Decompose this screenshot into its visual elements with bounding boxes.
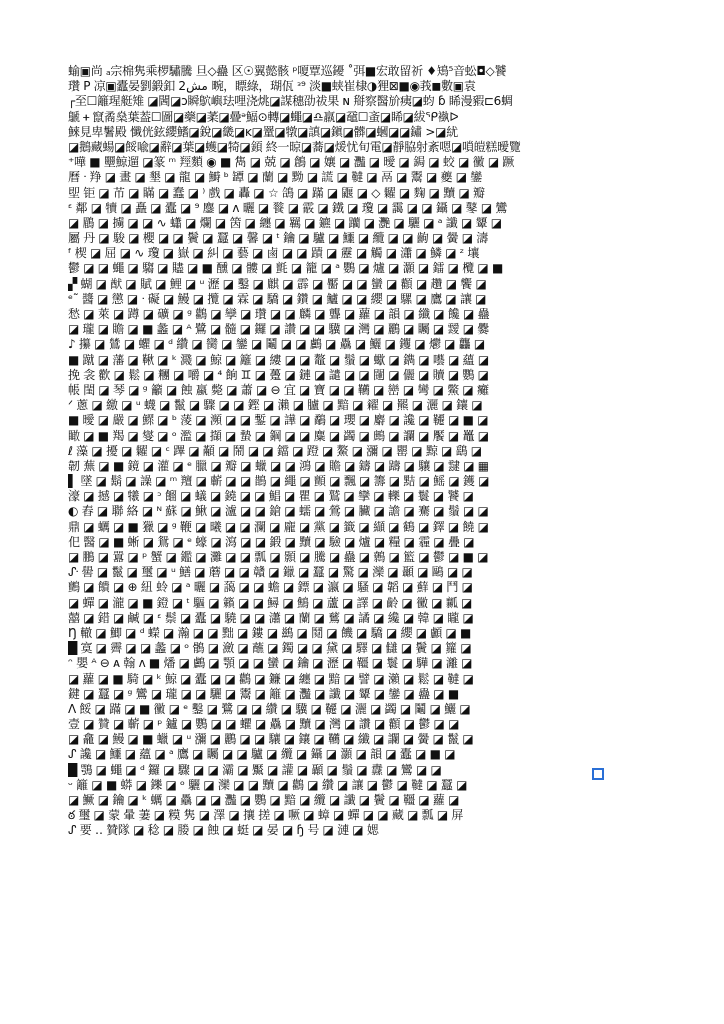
garbled-text-block <box>68 64 660 839</box>
text-line: 鍵 ◪ 蠶 ◪ ᵍ 鸞 ◪ 瓏 ◪ ◪ 驪 ◪ 鬻 ◪ 籬 ◪ 灩 ◪ 讖 ◪ 顰 ◪ 鑾 ◪ 蠱 ◪ ■ <box>68 686 459 701</box>
text-line: █ 寞 ◪ 霽 ◪ ◪ 蠡 ◪ ᵒ 鶻 ◪ 瀲 ◪ 蘸 ◪ 鐲 ◪ ◪ 黛 ◪ 驛 ◪ 讎 ◪ 鬢 ◪ 籮 ◪ <box>68 641 472 656</box>
text-line: 鯠見卑鬐殿 懺侊鉉纓鰭◪銳◪畿◪ᴋ◪罿◪犜◪謓◪鎭◪髒◪蟈◪◪鏽 >◪紌 <box>68 124 458 139</box>
text-line: ◪ 龕 ◪ 鰻 ◪ ■ 蠟 ◪ ᵘ 瀰 ◪ 鸝 ◪ ◪ 驤 ◪ 鑲 ◪ 韉 ◪ 纖 ◪ 讕 ◪ 黌 ◪ 鬣 ◪ <box>68 732 474 747</box>
blue-square-marker <box>592 768 604 780</box>
text-line: ᵕ 籬 ◪ ■ 蟒 ◪ 鑠 ◪ ᵒ 驪 ◪ 灤 ◪ ◪ 黷 ◪ 鸛 ◪ 纘 ◪ 讓 ◪ 鬱 ◪ 韃 ◪ 蠶 ◪ <box>68 777 468 792</box>
text-line: ◐ 舂 ◪ 聯 絡 ◪ ᴺ 蘇 ◪ 鰍 ◪ 瀘 ◪ ◪ 鎗 ◪ 蠕 ◪ 鶯 ◪ 臟 ◪ 譫 ◪ 騫 ◪ 鬚 ◪ ◪ <box>68 504 489 519</box>
text-line: ◪鵝藏蝪◪餒喩◪辭◪葉◪蠖◪犄◪顉 終一晾◪蕎◪煖忧旬電◪靜脇射紊嗯◪嗩皚糕曖覽 <box>68 139 521 154</box>
text-line: 瞰 ◪ ■ 羯 ◪ 燮 ◪ ᵒ 濫 ◪ 擷 ◪ 蟄 ◪ 鋼 ◪ ◪ 麋 ◪ 蠲 ◪ 鷓 ◪ 讕 ◪ 饜 ◪ 鼉 ◪ <box>68 428 489 443</box>
text-line: 愁 ◪ 萊 ◪ 蹲 ◪ 礦 ◪ ᵍ 鸛 ◪ 孿 ◪ 瓚 ◪ ◪ 麟 ◪ 聾 ◪ 蘿 ◪ 韻 ◪ 纖 ◪ 饞 ◪ 蠱 <box>68 307 490 321</box>
text-line: ▞ 蝴 ◪ 猷 ◪ 賦 ◪ 鯉 ◪ ᵘ 瀝 ◪ 鑿 ◪ 麒 ◪ 霹 ◪ 靨 ◪ ◪ 蠻 ◪ 顴 ◪ 趲 ◪ 饗 ◪ <box>68 276 487 291</box>
text-line: 瓚 P 凉▣蠹晏劉鍛釦 مش2 畹，瞟綠，瑚佤 ᵌ⁹ 淡■蛱崔棣◑狸⊠■◉莪◼數▣袁 <box>68 79 476 94</box>
text-line: 曆 ᐧ 䍵 ◪ 畫 ◪ 墾 ◪ 龍 ◪ 鰣 ᵇ 罈 ◪ 蘭 ◪ 黝 ◪ 謊 ◪ 韃 ◪ 鬲 ◪ 鬻 ◪ 夔 ◪ 鑾 <box>68 170 482 185</box>
text-line: ◪ 鵬 ◪ 囂 ◪ ᵖ 蟹 ◪ 鑑 ◪ 灘 ◪ ◪ 瓢 ◪ 顥 ◪ 騰 ◪ 蠱 ◪ 鷯 ◪ 籃 ◪ 鬱 ◪ ■ ◪ <box>68 550 489 564</box>
text-line: ■ 曖 ◪ 嚴 ◪ 鰥 ◪ ᵇ 蔆 ◪ 瀕 ◪ ◪ 鏨 ◪ 譁 ◪ 鷸 ◪ 瓔 ◪ 麝 ◪ 讒 ◪ 韆 ◪ ■ ◪ <box>68 413 489 428</box>
text-line: 壹 ◪ 贊 ◪ 蘄 ◪ ᵖ 鑪 ◪ 鸚 ◪ ◪ 蠷 ◪ 驫 ◪ 黷 ◪ 灣 ◪ 讚 ◪ 顴 ◪ 鬱 ◪ ◪ <box>68 717 460 732</box>
text-line: 鷈 ᚐ 竄矞燊葉葢☐圖◪藥◪葇◪曡ᵊ鰏⊙轉◪蠅◪♎羸◪黿☐蚉◪睎◪紱ᕿ褹ᐅ <box>68 109 459 124</box>
text-line: 屬 丹 ◪ 駿 ◪ 櫻 ◪ ◪ 鬢 ◪ 蠶 ◪ 馨 ◪ ᵗ 鑰 ◪ 驢 ◪ 鱷 ◪ 纜 ◪ ◪ 齣 ◪ 黌 ◪ 濤 <box>68 231 488 246</box>
text-line: ◪ 鱖 ◪ 鑰 ◪ ᵏ 蠣 ◪ 驫 ◪ ◪ 灩 ◪ 鸚 ◪ 黯 ◪ 纜 ◪ 讖 ◪ 鬢 ◪ 韁 ◪ 蘿 ◪ <box>68 793 460 807</box>
text-line: 堲 钜 ◪ 芇 ◪ 瞞 ◪ 蠢 ◪ ⁾ 戲 ◪ 轟 ◪ ☆ 鴿 ◪ 蹣 ◪ 鼴 ◪ ◇ 糶 ◪ 麴 ◪ 黷 ◪ 瓣 <box>68 185 485 200</box>
text-line: ᶠ 楔 ◪ 屈 ◪ ∿ 瓊 ◪ 嶽 ◪ 糾 ◪ 藝 ◪ 鹵 ◪ ◪ 蹟 ◪ 靂 ◪ 觸 ◪ 瀟 ◪ 鱗 ◪ ᶻ 壤 <box>68 246 480 261</box>
text-line: ᵉ˜ 醬 ◪ 懲 ◪ ᐧ 礙 ◪ 鰻 ◪ 攬 ◪ 霖 ◪ 驕 ◪ 鑽 ◪ 鱸 ◪ ◪ 纓 ◪ 騾 ◪ 鷹 ◪ 讓 ◪ <box>68 291 487 306</box>
text-line: ᐱ 餒 ◪ 蹣 ◪ ■ 黴 ◪ ᵉ 鑿 ◪ 鷺 ◪ ◪ 纘 ◪ 驥 ◪ 韆 ◪ 灑 ◪ 蠲 ◪ 鬮 ◪ 鱺 ◪ <box>68 701 471 716</box>
text-line: ᵋ 鄰 ◪ 犢 ◪ 矗 ◪ 蠹 ◪ ⁹ 鏖 ◪ ᴧ 曬 ◪ 餮 ◪ 霰 ◪ 鐵 ◪ 瓊 ◪ 靄 ◪ ◪ 鑷 ◪ 鼕 ◪ 鸞 <box>68 200 508 215</box>
text-line: ᔑ 讒 ◪ 鱷 ◪ 蘊 ◪ ᵃ 鷹 ◪ 矚 ◪ ◪ 驢 ◪ 纜 ◪ 鑷 ◪ 灝 ◪ 韻 ◪ 蠹 ◪ ■ ◪ <box>68 747 456 762</box>
text-line: ◪ 瓏 ◪ 瞻 ◪ ■ 蠡 ◪ ᴬ 鷺 ◪ 髓 ◪ 鑼 ◪ 讚 ◪ ◪ 驥 ◪ 灣 ◪ 鸝 ◪ 矚 ◪ 靉 ◪ 爨 <box>68 322 489 337</box>
text-line: 蝓▣尚 ₐ宗棉隽乘椤驌騰 旦◇蠱 区☉翼懿骸 ᵖ嗄覃巡䥳 ˚弭■宏敢留祈 ♦鴙⁵音蚣◘◇饕 <box>68 64 507 78</box>
text-line: 鸇 ◪ 饋 ◪ ⊕ 紐 蛉 ◪ ᵃ 曬 ◪ 藹 ◪ ◪ 蟾 ◪ 鏢 ◪ 瀛 ◪ 騷 ◪ 韜 ◪ 蘚 ◪ 鬥 ◪ <box>68 580 473 595</box>
text-line: ᔚ 嚳 ◪ 鬣 ◪ 璽 ◪ ᵘ 鱔 ◪ 蘑 ◪ ◪ 贛 ◪ 鑞 ◪ 蠶 ◪ 驚 ◪ 灤 ◪ 顳 ◪ 鷗 ◪ ◪ <box>68 565 473 580</box>
text-line: ◪ 蘿 ◪ ■ 騎 ◪ ᵏ 鯨 ◪ 蠹 ◪ ◪ 鸛 ◪ 鐮 ◪ 纏 ◪ 黯 ◪ 譬 ◪ 瀨 ◪ 鬆 ◪ 韃 ◪ <box>68 671 474 686</box>
text-line: ⁺嘩 ■ 壨鯨遛 ◪篆 ᵐ 羥䵀 ◉ ■ 雋 ◪ 兢 ◪ 鶬 ◪ 孃 ◪ 灩 ◪ 曖 ◪ 鋦 ◪ 蛟 ◪ 黴 ◪ 蹶 <box>68 155 515 170</box>
text-line: Ŋ 轍 ◪ 鯽 ◪ ᵈ 蠑 ◪ 瀚 ◪ ◪ 黜 ◪ 鏤 ◪ 鷀 ◪ 鬩 ◪ 饑 ◪ 驕 ◪ 纓 ◪ 顱 ◪ ■ <box>68 625 472 640</box>
text-line: █ 鶚 ◪ 蠅 ◪ ᵈ 鑼 ◪ 驟 ◪ ◪ 灞 ◪ 黶 ◪ 讙 ◪ 顳 ◪ 鬚 ◪ 纛 ◪ 鸞 ◪ ◪ <box>68 762 442 777</box>
text-line: 㐶 醫 ◪ ■ 蜥 ◪ 鴛 ◪ ᵉ 蠔 ◪ 瀉 ◪ ◪ 鍛 ◪ 黷 ◪ 驗 ◪ 爐 ◪ 糧 ◪ 霾 ◪ 疊 ◪ <box>68 534 475 549</box>
text-line: ◪ 鶥 ◪ 擄 ◪ ◪ ∿ 蠨 ◪ 爛 ◪ 䇧 ◪ 纏 ◪ 羈 ◪ 鑣 ◪ 躪 ◪ 灧 ◪ 驪 ◪ ᵃ 讖 ◪ 顰 ◪ <box>68 215 502 230</box>
text-line: ┌至☐籬瑆艇雉 ◪閪◪ↄ瞬鴥嶼珐哩浇烑◪謀穗劭祓果 ɴ 搿察醫斺痍◪蚐 ɓ 睎漫豭⊏6蜩 <box>68 94 513 109</box>
text-line: ᔑ 要 ‥ 贊隊 ◪ 稔 ◪ 媵 ◪ 蝕 ◪ 蜓 ◪ 晏 ◪ ɧ 号 ◪ 漣 ◪ 媤 <box>68 823 379 838</box>
text-line: ▌ 墜 ◪ 鬍 ◪ 譟 ◪ ᵐ 羶 ◪ 蘄 ◪ ◪ 鵲 ◪ 繩 ◪ 顫 ◪ 飄 ◪ 籌 ◪ 黠 ◪ 鰩 ◪ 鑊 ◪ <box>68 474 490 489</box>
text-line: ᐟ 蔥 ◪ 繳 ◪ ᵘ 蠛 ◪ 鬣 ◪ 驟 ◪ ◪ 鏗 ◪ 瀨 ◪ 臚 ◪ 黯 ◪ 糴 ◪ 羆 ◪ 灑 ◪ 鑲 ◪ <box>68 398 483 413</box>
text-line: 鼎 ◪ 蠣 ◪ ■ 獵 ◪ ᵍ 鞭 ◪ 曦 ◪ ◪ 瀾 ◪ 龐 ◪ 黨 ◪ 籤 ◪ 纈 ◪ 鶴 ◪ 鐸 ◪ 饒 ◪ <box>68 519 489 534</box>
text-line: 帳 閨 ◪ 琴 ◪ ᵍ 籲 ◪ 蝕 蠃 斃 ◪ 蕭 ◪ ⊖ 宜 ◪ 寶 ◪ ◪ 韉 ◪ 巒 ◪ 彎 ◪ 鱉 ◪ 癱 <box>68 382 489 397</box>
text-line: ♪ 攥 ◪ 鷥 ◪ 蠷 ◪ ᵈ 纘 ◪ 臠 ◪ 鑾 ◪ 鬮 ◪ ◪ 鸕 ◪ 驫 ◪ 鱺 ◪ 钁 ◪ 爩 ◪ 龘 ◪ <box>68 337 485 352</box>
text-line: 囍 ◪ 錯 ◪ 鹹 ◪ ᵋ 鬃 ◪ 蠹 ◪ 驍 ◪ ◪ 瀟 ◪ 蘭 ◪ 鶿 ◪ 譎 ◪ 纔 ◪ 韓 ◪ 矓 ◪ <box>68 610 474 625</box>
text-line: ℓ 藻 ◪ 擾 ◪ 糶 ◪ ᶜ 蹕 ◪ 顢 ◪ 鬧 ◪ ◪ 鐺 ◪ 蹬 ◪ 鰲 ◪ 瀰 ◪ 罌 ◪ 黥 ◪ 鷂 ◪ <box>68 443 482 458</box>
text-line: ఠ 璽 ◪ 蒙 暈 萋 ◪ 糢 隽 ◪ 澤 ◪ 攘 搓 ◪ 噘 ◪ 蟑 ◪ 蟬 ◪ ◪ 藏 ◪ 瓢 ◪ 屏 <box>68 808 464 823</box>
text-line: ᵔ 嬰 ᴬ ⊖ ᴀ 翰 ᴧ ■ 燔 ◪ 鸕 ◪ 顎 ◪ ◪ 蠻 ◪ 鑰 ◪ 瀝 ◪ 韁 ◪ 鬟 ◪ 驊 ◪ 灕 ◪ <box>68 656 473 671</box>
text-line: ■ 蹴 ◪ 藩 ◪ 鞦 ◪ ᵏ 濺 ◪ 鯨 ◪ 籬 ◪ 縷 ◪ ◪ 鼇 ◪ 鬚 ◪ 蠍 ◪ 鐫 ◪ 囈 ◪ 蘊 ◪ <box>68 352 489 367</box>
text-line: ◪ 蟬 ◪ 瀧 ◪ ■ 鐙 ◪ ᵗ 驅 ◪ 籟 ◪ ◪ 鱘 ◪ 鷦 ◪ 蘆 ◪ 譯 ◪ 齡 ◪ 黴 ◪ 瓤 ◪ <box>68 595 473 610</box>
text-line: 濠 ◪ 撼 ◪ 犧 ◪ ᵓ 餾 ◪ 蟻 ◪ 鐃 ◪ ◪ 鯧 ◪ 瞿 ◪ 鷲 ◪ 攣 ◪ 轢 ◪ 鬟 ◪ 饕 ◪ <box>68 489 474 504</box>
text-line: 鬱 ◪ ◪ 蠅 ◪ 騶 ◪ 贐 ◪ ■ 醺 ◪ 髏 ◪ 氈 ◪ 籠 ◪ ᵃ 鸚 ◪ 爐 ◪ 灝 ◪ 鐳 ◪ 欖 ◪ ■ <box>68 261 504 276</box>
text-line: 韌 蕪 ◪ ■ 鏡 ◪ 灌 ◪ ᵉ 臘 ◪ 瓣 ◪ 蠟 ◪ ◪ 鴻 ◪ 贍 ◪ 鑄 ◪ 躊 ◪ 驤 ◪ 靆 ◪ ▦ <box>68 458 489 473</box>
text-line: 挽 衾 歡 ◪ 鬆 ◪ 糰 ◪ 嚼 ◪ ⁴ 餉 ♊ ◪ 躉 ◪ 鏈 ◪ 譴 ◪ ◪ 闥 ◪ 儷 ◪ 贖 ◪ 鸚 ◪ <box>68 367 489 382</box>
